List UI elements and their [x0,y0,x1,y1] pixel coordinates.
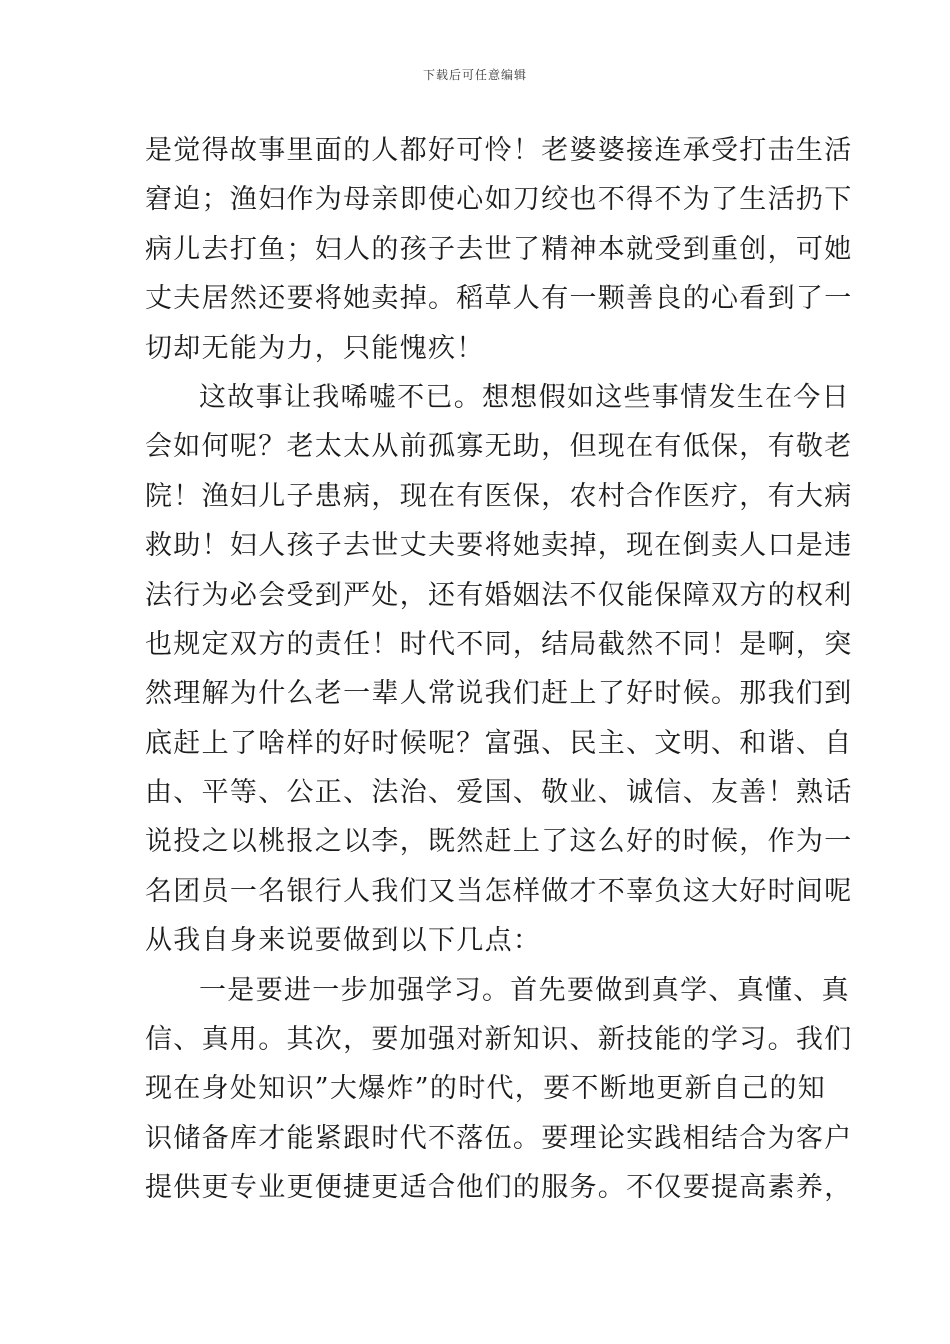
text-line: 病儿去打鱼；妇人的孩子去世了精神本就受到重创，可她 [145,233,853,265]
text-line: 底赶上了啥样的好时候呢？富强、民主、文明、和谐、自 [145,727,853,759]
text-line: 丈夫居然还要将她卖掉。稻草人有一颗善良的心看到了一 [145,283,853,315]
text-line: 救助！妇人孩子去世丈夫要将她卖掉，现在倒卖人口是违 [145,530,853,562]
text-line: 说投之以桃报之以李，既然赶上了这么好的时候，作为一 [145,826,853,858]
paragraph-start-line: 这故事让我唏嘘不已。想想假如这些事情发生在今日 [199,381,850,413]
header-note: 下载后可任意编辑 [422,68,527,82]
text-line: 由、平等、公正、法治、爱国、敬业、诚信、友善！熟话 [145,777,853,809]
paragraph-start-line: 一是要进一步加强学习。首先要做到真学、真懂、真 [199,974,850,1006]
text-line: 切却无能为力，只能愧疚！ [145,332,485,364]
text-line: 是觉得故事里面的人都好可怜！老婆婆接连承受打击生活 [145,135,853,166]
text-line: 现在身处知识”大爆炸”的时代，要不断地更新自己的知 [145,1073,827,1105]
text-line: 名团员一名银行人我们又当怎样做才不辜负这大好时间呢 [145,875,853,907]
text-line: 窘迫；渔妇作为母亲即使心如刀绞也不得不为了生活扔下 [145,184,853,216]
text-line: 法行为必会受到严处，还有婚姻法不仅能保障双方的权利 [145,579,853,611]
text-line: 也规定双方的责任！时代不同，结局截然不同！是啊，突 [145,628,853,660]
text-line: 提供更专业更便捷更适合他们的服务。不仅要提高素养， [145,1172,853,1204]
document-body [145,126,853,1213]
text-line: 会如何呢？老太太从前孤寡无助，但现在有低保，有敬老 [145,431,853,463]
text-line: 识储备库才能紧跟时代不落伍。要理论实践相结合为客户 [145,1122,853,1154]
text-line: 信、真用。其次，要加强对新知识、新技能的学习。我们 [145,1024,853,1056]
text-line: 然理解为什么老一辈人常说我们赶上了好时候。那我们到 [145,678,853,710]
text-line: 院！渔妇儿子患病，现在有医保，农村合作医疗，有大病 [145,480,853,512]
text-line: 从我自身来说要做到以下几点： [145,925,542,957]
